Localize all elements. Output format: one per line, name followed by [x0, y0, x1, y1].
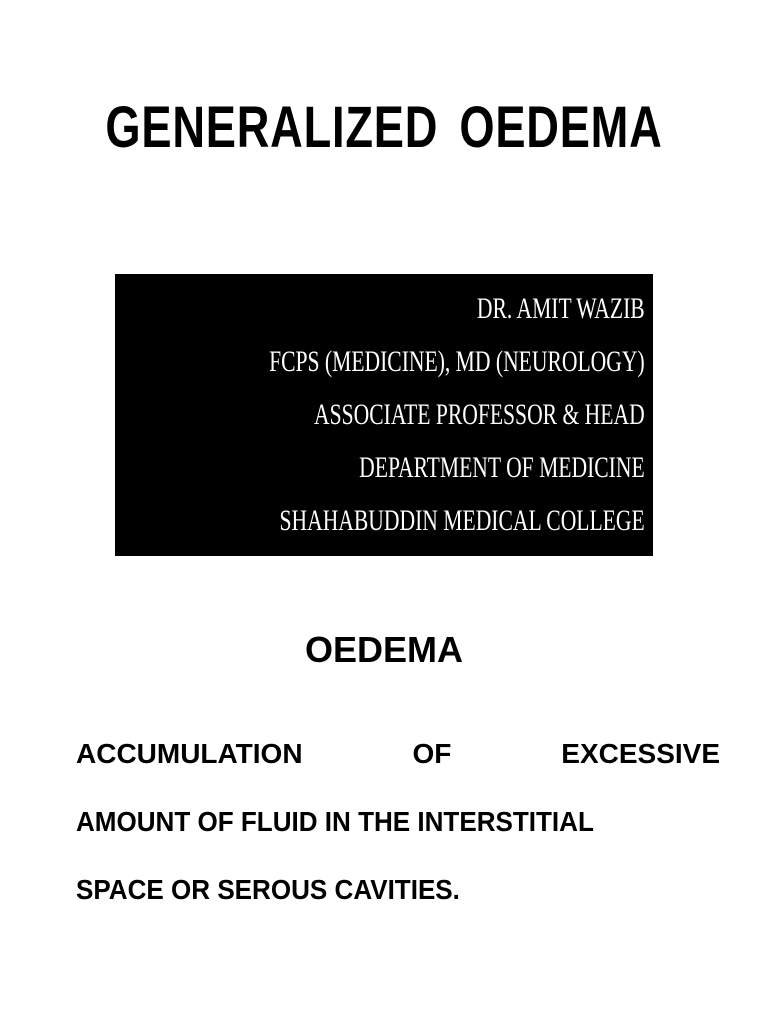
definition-line-3: SPACE OR SEROUS CAVITIES. [76, 874, 460, 905]
author-department: DEPARTMENT OF MEDICINE [359, 451, 645, 484]
definition-word: OF [412, 738, 452, 769]
page-title: GENERALIZED OEDEMA [105, 95, 663, 160]
author-lines [123, 282, 645, 547]
definition-line-2: AMOUNT OF FLUID IN THE INTERSTITIAL [76, 806, 594, 837]
definition-text [76, 720, 720, 924]
definition-line-1 [76, 720, 720, 788]
author-info-box [115, 274, 653, 556]
author-degrees: FCPS (MEDICINE), MD (NEUROLOGY) [269, 345, 645, 378]
section-title: OEDEMA [304, 629, 463, 670]
author-name: DR. AMIT WAZIB [477, 292, 645, 325]
definition-word: EXCESSIVE [561, 738, 720, 769]
definition-word: ACCUMULATION [76, 738, 303, 769]
author-position: ASSOCIATE PROFESSOR & HEAD [314, 398, 645, 431]
author-institution: SHAHABUDDIN MEDICAL COLLEGE [279, 504, 645, 537]
